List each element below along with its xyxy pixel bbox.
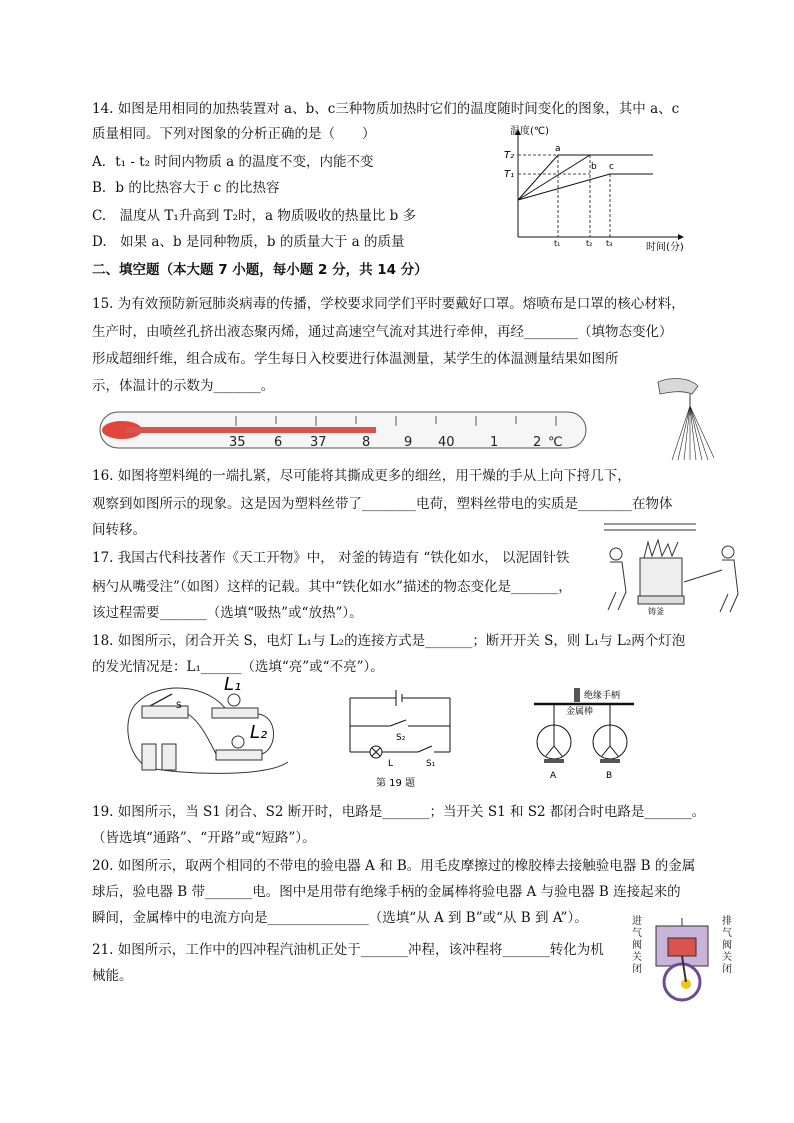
thermo-label-9: 9 xyxy=(404,435,413,450)
q19-line2: （皆选填“通路”、“开路”或“短路”）。 xyxy=(92,830,316,846)
q14-option-c: C. 温度从 T₁升高到 T₂时，a 物质吸收的热量比 b 多 xyxy=(92,208,417,224)
q18-circuit-figure xyxy=(118,672,298,780)
q18-line1: 18. 如图所示，闭合开关 S，电灯 L₁与 L₂的连接方式是_______；断开开关 S，则 L₁与 L₂两个灯泡 xyxy=(92,633,686,649)
q19-figure-caption: 第 19 题 xyxy=(376,778,416,789)
thermo-label-37: 37 xyxy=(310,435,327,450)
switch-S1-label: S₁ xyxy=(426,759,436,769)
graph-t3-label: t₃ xyxy=(606,239,613,248)
q16-line2: 观察到如图所示的现象。这是因为塑料丝带了________电荷，塑料丝带电的实质是________在物体 xyxy=(92,496,673,512)
q18-line2: 的发光情况是：L₁______（选填“亮”或“不亮”）。 xyxy=(92,659,384,675)
q17-line3: 该过程需要_______（选填“吸热”或“放热”）。 xyxy=(92,605,363,621)
electroscope-A-label: A xyxy=(550,771,557,781)
graph-line-b xyxy=(518,155,590,200)
lamp-L1-label: L₁ xyxy=(224,674,242,695)
casting-illustration xyxy=(600,522,750,618)
q15-line2: 生产时，由喷丝孔挤出液态聚丙烯，通过高速空气流对其进行牵伸，再经________（填物态变化） xyxy=(92,324,673,340)
spray-figure xyxy=(652,372,722,464)
q15-line1: 15. 为有效预防新冠肺炎病毒的传播，学校要求同学们平时要戴好口罩。熔喷布是口罩的核心材料， xyxy=(92,296,685,312)
switch-S-label: S xyxy=(176,701,182,711)
graph-T2-label: T₂ xyxy=(504,150,515,161)
graph-line-a xyxy=(518,155,653,200)
intake-valve-closed-label: 进气阀关闭 xyxy=(632,916,642,975)
thermo-label-40: 40 xyxy=(438,435,455,450)
graph-b-label: b xyxy=(591,162,597,172)
thermometer xyxy=(96,408,596,452)
q17-line1: 17. 我国古代科技著作《天工开物》中， 对釜的铸造有 “铁化如水， 以泥固针铁 xyxy=(92,550,570,566)
thermo-label-2: 2 xyxy=(533,435,542,450)
graph-ylabel: 温度(℃) xyxy=(510,126,550,137)
thermo-label-1: 1 xyxy=(490,435,499,450)
electroscope-figure xyxy=(530,684,650,784)
q14-option-b: B．b 的比热容大于 c 的比热容 xyxy=(92,180,280,196)
temperature-time-graph xyxy=(498,122,698,254)
q15-line4: 示，体温计的示数为_______。 xyxy=(92,378,275,394)
electroscope-B-label: B xyxy=(606,771,613,781)
graph-xlabel: 时间(分) xyxy=(646,242,684,253)
thermo-label-6: 6 xyxy=(274,435,283,450)
q20-line2: 球后，验电器 B 带_______电。图中是用带有绝缘手柄的金属棒将验电器 A 与验电器 B 连接起来的 xyxy=(92,884,681,900)
exhaust-valve-closed-label: 排气阀关闭 xyxy=(722,916,732,975)
q19-line1: 19. 如图所示，当 S1 闭合、S2 断开时，电路是_______；当开关 S1 和 S2 都闭合时电路是_______。 xyxy=(92,804,706,820)
q21-line2: 械能。 xyxy=(92,968,133,984)
insulating-handle-label: 绝缘手柄 xyxy=(584,691,621,701)
graph-t2-label: t₂ xyxy=(586,239,593,248)
q21-line1: 21. 如图所示，工作中的四冲程汽油机正处于_______冲程，该冲程将_______转化为机 xyxy=(92,942,604,958)
graph-t1-label: t₁ xyxy=(554,239,561,248)
q14-line2: 质量相同。下列对图象的分析正确的是（ ） xyxy=(92,126,376,142)
thermo-label-35: 35 xyxy=(229,435,246,450)
section-heading: 二、填空题（本大题 7 小题，每小题 2 分，共 14 分） xyxy=(92,262,428,278)
q14-option-a: A．t₁ - t₂ 时间内物质 a 的温度不变，内能不变 xyxy=(92,154,374,170)
graph-c-label: c xyxy=(609,162,614,172)
q20-line3: 瞬间，金属棒中的电流方向是_______________（选填“从 A 到 B”或“从 B 到 A”）。 xyxy=(92,910,588,926)
q17-line2: 柄勺从嘴受注”（如图）这样的记载。其中“铁化如水”描述的物态变化是_______， xyxy=(92,579,572,595)
graph-a-label: a xyxy=(555,144,561,154)
casting-fig-label: 铸釜 xyxy=(648,607,664,616)
q16-line3: 间转移。 xyxy=(92,522,146,538)
q15-line3: 形成超细纤维，组合成布。学生每日入校要进行体温测量，某学生的体温测量结果如图所 xyxy=(92,351,619,367)
thermo-label-8: 8 xyxy=(362,435,371,450)
graph-T1-label: T₁ xyxy=(504,169,515,180)
q19-circuit-diagram xyxy=(344,682,460,790)
q16-line1: 16. 如图将塑料绳的一端扎紧，尽可能将其撕成更多的细丝，用干燥的手从上向下捋几下， xyxy=(92,468,631,484)
thermo-unit: ℃ xyxy=(548,435,563,450)
q14-option-d: D. 如果 a、b 是同种物质，b 的质量大于 a 的质量 xyxy=(92,234,405,250)
q14-line1: 14. 如图是用相同的加热装置对 a、b、c三种物质加热时它们的温度随时间变化的图象，其中 a、c xyxy=(92,101,680,117)
lamp-L2-label: L₂ xyxy=(250,722,268,743)
q20-line1: 20. 如图所示，取两个相同的不带电的验电器 A 和 B。用毛皮摩擦过的橡胶棒去接触验电器 B 的金属 xyxy=(92,858,696,874)
metal-rod-label: 金属棒 xyxy=(566,707,594,717)
switch-S2-label: S₂ xyxy=(396,733,406,743)
lamp-L-label: L xyxy=(388,759,394,769)
